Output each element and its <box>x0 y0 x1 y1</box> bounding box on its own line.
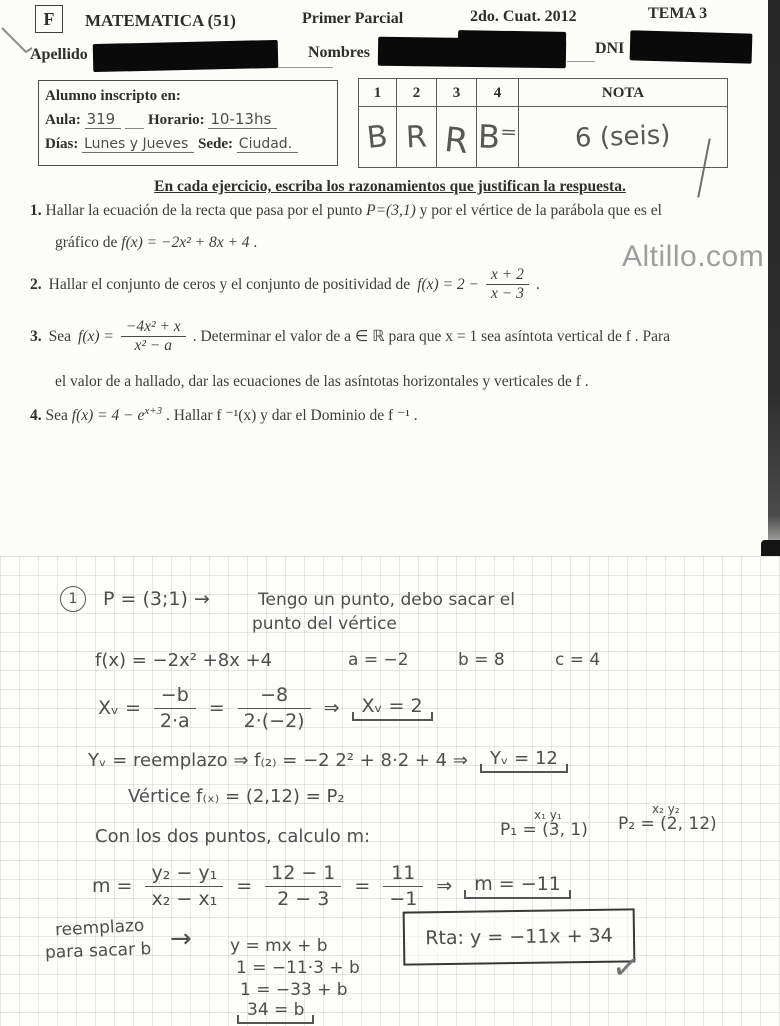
p2-superscript: x₂ y₂ <box>652 802 680 816</box>
grade-cell-2 <box>397 107 437 167</box>
solution-note-line1: Tengo un punto, debo sacar el <box>258 590 515 610</box>
exercise-3-lead: Sea <box>48 327 72 345</box>
dni-underline <box>567 61 595 62</box>
exercise-1 <box>30 199 755 222</box>
exercise-3-fraction <box>121 318 186 355</box>
redacted-dni <box>630 30 753 63</box>
exercise-2-period: . <box>535 275 540 293</box>
solution-coef-c: c = 4 <box>555 650 601 670</box>
yv-work: Yᵥ = reemplazo ⇒ f₍₂₎ = −2 2² + 8·2 + 4 ⇒ <box>88 750 468 771</box>
exercise-2-text: Hallar el conjunto de ceros y el conjunto de positividad de <box>48 275 411 293</box>
score-4: B⁼ <box>477 117 518 157</box>
instruction-line: En cada ejercicio, escriba los razonamientos que justifican la respuesta. <box>154 178 626 195</box>
exercise-2 <box>30 266 540 303</box>
xv-fraction-1: $\frac{-b}{2\cdot a}$ <box>154 684 196 733</box>
redacted-surname <box>93 40 279 72</box>
grade-cell-1 <box>359 107 397 167</box>
dni-label: DNI <box>595 40 625 57</box>
exercise-2-fraction <box>486 266 529 303</box>
implies-arrow: ⇒ <box>323 697 340 720</box>
m-lhs: m = <box>92 875 133 898</box>
solution-vertex-line: Vértice f₍ₓ₎ = (2,12) = P₂ <box>128 786 345 807</box>
solution-point: P = (3;1) → <box>103 588 210 610</box>
nombres-label: Nombres <box>308 44 370 61</box>
apellido-label: Apellido <box>30 46 88 63</box>
solution-fx: f(x) = −2x² +8x +4 <box>95 650 273 671</box>
surname-underline <box>278 67 333 68</box>
dias-label: Días: <box>45 135 79 152</box>
score-1: B <box>365 118 390 156</box>
exercise-2-fraction-den: x − 3 <box>491 284 524 302</box>
grade-cell-3 <box>437 107 477 167</box>
exercise-1-text-c: gráfico de <box>55 234 118 251</box>
sede-label: Sede: <box>198 135 234 152</box>
solution-step-number: 1 <box>60 586 86 612</box>
watermark: Altillo.com <box>622 240 765 273</box>
grade-col-1: 1 <box>359 79 397 107</box>
exercise-4-number: 4. <box>30 407 42 425</box>
exam-name: Primer Parcial <box>302 10 404 27</box>
m-fraction-1: $\frac{\text{y₂ − y₁}}{\text{x₂ − x₁}}$ <box>145 862 223 911</box>
solution-sub2: 1 = −11·3 + b <box>236 958 360 978</box>
sede-value: Ciudad. <box>237 136 298 153</box>
nota-value: 6 (seis) <box>574 120 672 154</box>
exercise-1-text-b: y por el vértice de la parábola que es el <box>419 202 662 219</box>
exercise-4 <box>30 403 418 427</box>
solution-slope-line <box>92 862 570 911</box>
solution-arrow: → <box>170 924 192 954</box>
solution-p1 <box>500 808 588 840</box>
solution-xv-line <box>98 684 432 733</box>
grade-col-4: 4 <box>477 79 519 107</box>
aula-label: Aula: <box>45 112 81 129</box>
yv-result: Yᵥ = 12 <box>481 748 567 773</box>
grade-col-nota: NOTA <box>519 79 727 107</box>
exercise-1-formula: f(x) = −2x² + 8x + 4 <box>121 234 250 251</box>
exercise-2-number: 2. <box>30 275 42 293</box>
equals-sign: = <box>236 875 253 898</box>
grader-checkmark: ✓ <box>609 946 644 990</box>
exam-term: 2do. Cuat. 2012 <box>470 8 577 25</box>
exercise-3 <box>30 318 765 355</box>
score-3: R <box>442 119 470 163</box>
answer-text: Rta: y = −11x + 34 <box>425 924 613 950</box>
exercise-1-line2 <box>55 231 257 254</box>
score-2: R <box>405 118 428 156</box>
p1-value: P₁ = (3, 1) <box>500 820 588 840</box>
m-fraction-3: $\frac{11}{-1}$ <box>383 862 423 911</box>
exercise-1-period: . <box>253 234 258 251</box>
solution-yv-line <box>88 748 567 773</box>
equals-sign: = <box>208 697 225 720</box>
exercise-3-fraction-den: x² − a <box>134 336 173 354</box>
horario-label: Horario: <box>147 112 205 129</box>
exercise-4-formula-base: f(x) = 4 − e <box>71 407 145 425</box>
m-fraction-2: $\frac{12 - 1}{2 - 3}$ <box>265 862 341 911</box>
solution-note-reemplazo: reemplazo <box>54 915 145 941</box>
grade-cell-4 <box>477 107 519 167</box>
redacted-firstname-2 <box>458 30 566 50</box>
solution-coef-a: a = −2 <box>348 650 409 670</box>
p1-superscript: x₁ y₁ <box>534 808 562 822</box>
answer-box <box>403 908 636 965</box>
exercise-1-text-a: Hallar la ecuación de la recta que pasa por el punto <box>45 202 363 219</box>
aula-blank-line <box>125 112 144 129</box>
implies-arrow: ⇒ <box>436 875 453 898</box>
xv-fraction-2: $\frac{-8}{2\cdot(-2)}$ <box>238 684 311 733</box>
xv-lhs: Xᵥ = <box>98 697 141 720</box>
exercise-4-formula-exponent: x+3 <box>144 405 163 417</box>
exercise-2-fraction-num: x + 2 <box>486 266 529 285</box>
exercise-3-number: 3. <box>30 327 42 345</box>
exercise-2-formula-lead: f(x) = 2 − <box>417 275 480 293</box>
solution-sub3: 1 = −33 + b <box>240 980 348 1000</box>
exam-topic: TEMA 3 <box>648 5 708 22</box>
solution-note-line2: punto del vértice <box>252 614 397 634</box>
enrollment-row-dias <box>45 133 331 156</box>
enrollment-box <box>38 80 338 166</box>
equals-sign: = <box>354 875 371 898</box>
course-title: MATEMATICA (51) <box>85 11 236 30</box>
exercise-1-point: P=(3,1) <box>366 202 416 219</box>
solution-p2 <box>618 802 717 834</box>
m-result: m = −11 <box>465 873 570 899</box>
exercise-4-lead: Sea <box>45 407 68 425</box>
solution-coef-b: b = 8 <box>458 650 505 670</box>
exercise-3-flabel: f(x) = <box>78 327 114 345</box>
solution-points-line: Con los dos puntos, calculo m: <box>95 826 371 847</box>
grade-col-2: 2 <box>397 79 437 107</box>
exercise-4-rest: . Hallar f ⁻¹(x) y dar el Dominio de f ⁻¹ . <box>166 407 418 425</box>
exercise-3-mid: . Determinar el valor de a ∈ ℝ para que x = 1 sea asíntota vertical de f . Para <box>192 327 671 345</box>
xv-result: Xᵥ = 2 <box>353 695 432 721</box>
exercise-1-number: 1. <box>30 202 42 219</box>
scan-edge-strip <box>768 0 780 560</box>
grade-col-3: 3 <box>437 79 477 107</box>
p2-value: P₂ = (2, 12) <box>618 814 717 834</box>
grade-table <box>358 78 728 168</box>
exam-letter-box: F <box>35 5 63 33</box>
dias-value: Lunes y Jueves <box>82 136 194 153</box>
enrollment-row-aula <box>45 108 331 132</box>
exercise-3-fraction-num: −4x² + x <box>121 318 186 337</box>
solution-sub4: 34 = b <box>238 1000 313 1020</box>
enrollment-title: Alumno inscripto en: <box>45 88 181 104</box>
solution-sub1: y = mx + b <box>230 936 328 956</box>
horario-value: 10-13hs <box>208 110 277 129</box>
solution-note-para-sacar-b: para sacar b <box>44 939 152 963</box>
exercise-3-line2: el valor de a hallado, dar las ecuaciones de las asíntotas horizontales y verticales de f . <box>55 373 589 390</box>
aula-value: 319 <box>85 110 122 129</box>
grade-cell-nota <box>519 107 727 167</box>
